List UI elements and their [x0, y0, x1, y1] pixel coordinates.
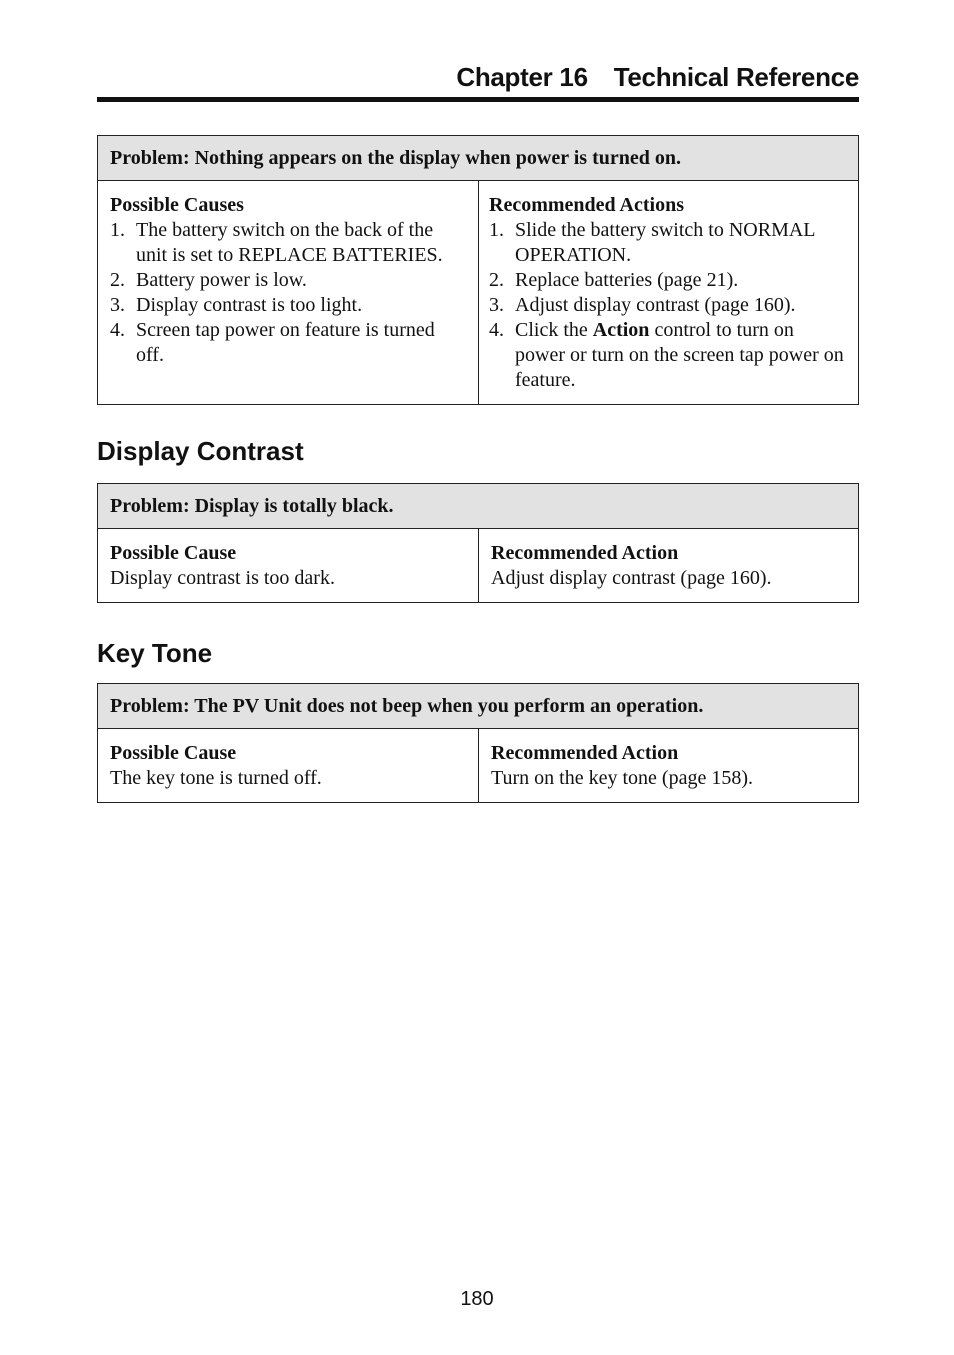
problem-row: Problem: Nothing appears on the display when power is turned on. [98, 136, 858, 181]
troubleshooting-table-display-contrast [97, 483, 859, 603]
possible-cause-cell [98, 729, 479, 802]
possible-cause-title: Possible Cause [110, 742, 237, 764]
list-item: 3. Adjust display contrast (page 160). [489, 294, 796, 316]
troubleshooting-table-power [97, 135, 859, 405]
list-item: 2. Battery power is low. [110, 269, 307, 291]
chapter-label: Chapter 16 [456, 62, 588, 92]
possible-cause-title: Possible Cause [110, 542, 237, 564]
recommended-actions-title: Recommended Actions [489, 194, 684, 216]
actions-list [489, 218, 846, 393]
recommended-action-title: Recommended Action [491, 742, 679, 764]
chapter-title: Technical Reference [613, 62, 859, 92]
recommended-action-cell [479, 529, 858, 602]
problem-row: Problem: The PV Unit does not beep when you perform an operation. [98, 684, 858, 729]
recommended-action-text: Adjust display contrast (page 160). [491, 567, 772, 589]
page-header [97, 58, 859, 102]
page-number: 180 [460, 1288, 494, 1310]
possible-causes-cell [98, 181, 479, 404]
header-text [456, 62, 859, 93]
recommended-actions-cell [479, 181, 858, 404]
list-item: 3. Display contrast is too light. [110, 294, 363, 316]
recommended-action-cell [479, 729, 858, 802]
troubleshooting-table-key-tone [97, 683, 859, 803]
recommended-action-text: Turn on the key tone (page 158). [491, 767, 753, 789]
list-item: 1. The battery switch on the back of the unit is set to REPLACE BATTERIES. [110, 219, 443, 266]
causes-list [110, 218, 466, 368]
list-item: 1. Slide the battery switch to NORMAL OPERATION. [489, 219, 815, 266]
problem-row: Problem: Display is totally black. [98, 484, 858, 529]
list-item: 4. Click the Action control to turn on power or turn on the screen tap power on feature. [489, 319, 844, 391]
list-item: 2. Replace batteries (page 21). [489, 269, 739, 291]
possible-cause-cell [98, 529, 479, 602]
possible-cause-text: Display contrast is too dark. [110, 567, 335, 589]
action-control-name: Action [592, 319, 650, 341]
possible-cause-text: The key tone is turned off. [110, 767, 322, 789]
section-heading-display-contrast: Display Contrast [97, 436, 304, 466]
possible-causes-title: Possible Causes [110, 194, 244, 216]
recommended-action-title: Recommended Action [491, 542, 679, 564]
list-item: 4. Screen tap power on feature is turned off. [110, 319, 435, 366]
section-heading-key-tone: Key Tone [97, 638, 213, 668]
